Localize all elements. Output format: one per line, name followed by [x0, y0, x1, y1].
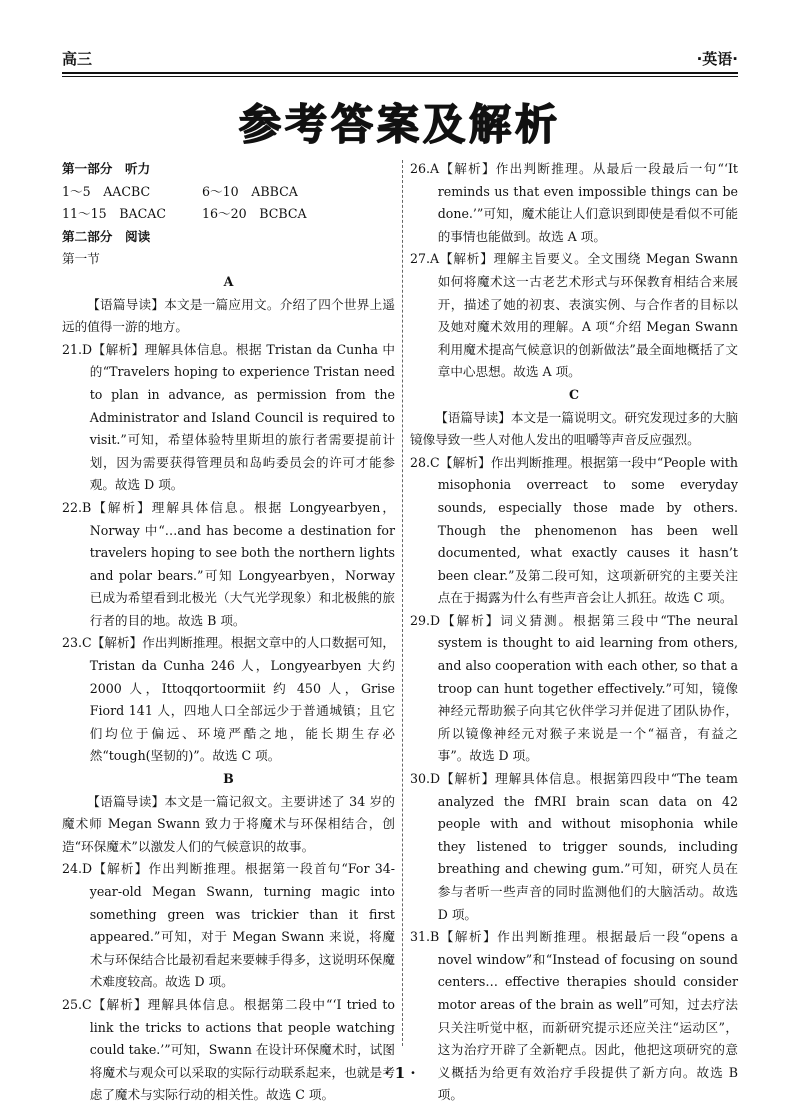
header-rule-thin	[62, 76, 738, 77]
answer-24: 24.D【解析】作出判断推理。根据第一段首句“For 34-year-old Megan Swann, turning magic into something green was trickier than it first appeared.”可知，对于 Megan Swann 来说，将魔术与环保结合比最初看起来要棘手得多，这说明环保魔术难度较高。故选 D 项。	[62, 861, 395, 990]
header-rule	[62, 72, 738, 74]
answer-31: 31.B【解析】作出判断推理。根据最后一段“opens a novel window”和“Instead of focusing on sound centers… effective therapies should consider motor areas of the brain as well”可知，过去疗法只关注听觉中枢，而新研究提示还应关注“运动区”，这为治疗开辟了全新靶点。因此，他把这项研究的意义概括为给更有效治疗手段提供了新方向。故选 B 项。	[410, 929, 738, 1103]
column-divider	[402, 160, 403, 1046]
left-column	[62, 158, 395, 1107]
answer-25: 25.C【解析】理解具体信息。根据第二段中“‘I tried to link the tricks to actions that people watching could take.’”可知，Swann 在设计环保魔术时，试图将魔术与观众可以采取的实际行动联系起来，也就是考虑了魔术与实际行动的相关性。故选 C 项。	[62, 996, 395, 1103]
passage-c-intro: 【语篇导读】本文是一篇说明文。研究发现过多的大脑镜像导致一些人对他人发出的咀嚼等声音反应强烈。	[410, 409, 738, 448]
page-title: 参考答案及解析	[238, 100, 561, 149]
page-header	[62, 46, 738, 72]
answer-29: 29.D【解析】词义猜测。根据第三段中“The neural system is thought to aid learning from others, and also cooperation with each other, so that a troop can hunt together effectively.”可知，镜像神经元帮助猴子向其它伙伴学习并促进了团队协作，所以镜像神经元对猴子来说是一个“福音，有益之事”。故选 D 项。	[410, 612, 738, 764]
page-number: · 1 ·	[384, 1064, 416, 1082]
part2-heading: 第二部分 阅读	[62, 228, 151, 244]
listening-answers-1-5: 1～5 AACBC	[62, 183, 151, 199]
grade-label: 高三	[62, 50, 93, 68]
subject-label: ·英语·	[696, 50, 738, 68]
listening-answers-row	[62, 181, 395, 204]
listening-answers-16-20: 16～20 BCBCA	[202, 206, 307, 222]
listening-answers-6-10: 6～10 ABBCA	[202, 183, 298, 199]
answer-23: 23.C【解析】作出判断推理。根据文章中的人口数据可知，Tristan da Cunha 246 人，Longyearbyen 大约 2000 人，Ittoqqortoormiit 约 450 人，Grise Fiord 141 人，四地人口全部远少于普通城镇；且它们均位于偏远、环境严酷之地，能长期生存必然“tough(坚韧的)”。故选 C 项。	[62, 635, 395, 764]
answer-28: 28.C【解析】作出判断推理。根据第一段中“People with misophonia overreact to some everyday sounds, especially those made by others. Though the phenomenon has been well documented, what exactly causes it hasn’t been clear.”及第二段可知，这项新研究的主要关注点在于揭露为什么有些声音会让人抓狂。故选 C 项。	[410, 454, 738, 606]
answer-26: 26.A【解析】作出判断推理。从最后一段最后一句“‘It reminds us that even impossible things can be done.’”可知，魔术能让人们意识到即使是看似不可能的事情也能做到。故选 A 项。	[410, 161, 738, 244]
answer-21: 21.D【解析】理解具体信息。根据 Tristan da Cunha 中的“Travelers hoping to experience Tristan need to plan in advance, as permission from the Administrator and Island Council is required to visit.”可知，希望体验特里斯坦的旅行者需要提前计划，因为需要获得管理员和岛屿委员会的许可才能参观。故选 D 项。	[62, 341, 395, 493]
right-column	[410, 158, 738, 1107]
listening-answers-row	[62, 203, 395, 226]
answer-22: 22.B【解析】理解具体信息。根据 Longyearbyen，Norway 中“…and has become a destination for travelers hoping to see both the northern lights and polar bears.”可知 Longyearbyen，Norway 已成为希望看到北极光（大气光学现象）和北极熊的旅行者的目的地。故选 B 项。	[62, 499, 395, 628]
part1-heading: 第一部分 听力	[62, 161, 151, 176]
listening-answers-11-15: 11～15 BACAC	[62, 206, 166, 222]
passage-a-heading: A	[223, 273, 234, 289]
passage-b-heading: B	[223, 771, 234, 787]
passage-c-heading: C	[568, 386, 580, 402]
answer-30: 30.D【解析】理解具体信息。根据第四段中“The team analyzed the fMRI brain scan data on 42 people with and without misophonia while they listened to trigger sounds, including breathing and chewing gum.”可知，研究人员在参与者听一些声音的同时监测他们的大脑活动。故选 D 项。	[410, 771, 738, 922]
section1-heading: 第一节	[62, 251, 100, 267]
passage-a-intro: 【语篇导读】本文是一篇应用文。介绍了四个世界上遥远的值得一游的地方。	[62, 296, 395, 335]
answer-27: 27.A【解析】理解主旨要义。全文围绕 Megan Swann 如何将魔术这一古老艺术形式与环保教育相结合来展开，描述了她的初衷、表演实例、与合作者的目标以及她对魔术效用的理解。A 项“介绍 Megan Swann 利用魔术提高气候意识的创新做法”最全面地概括了文章中心思想。故选 A 项。	[410, 251, 738, 380]
passage-b-intro: 【语篇导读】本文是一篇记叙文。主要讲述了 34 岁的魔术师 Megan Swann 致力于将魔术与环保相结合，创造“环保魔术”以激发人们的气候意识的故事。	[62, 793, 395, 854]
